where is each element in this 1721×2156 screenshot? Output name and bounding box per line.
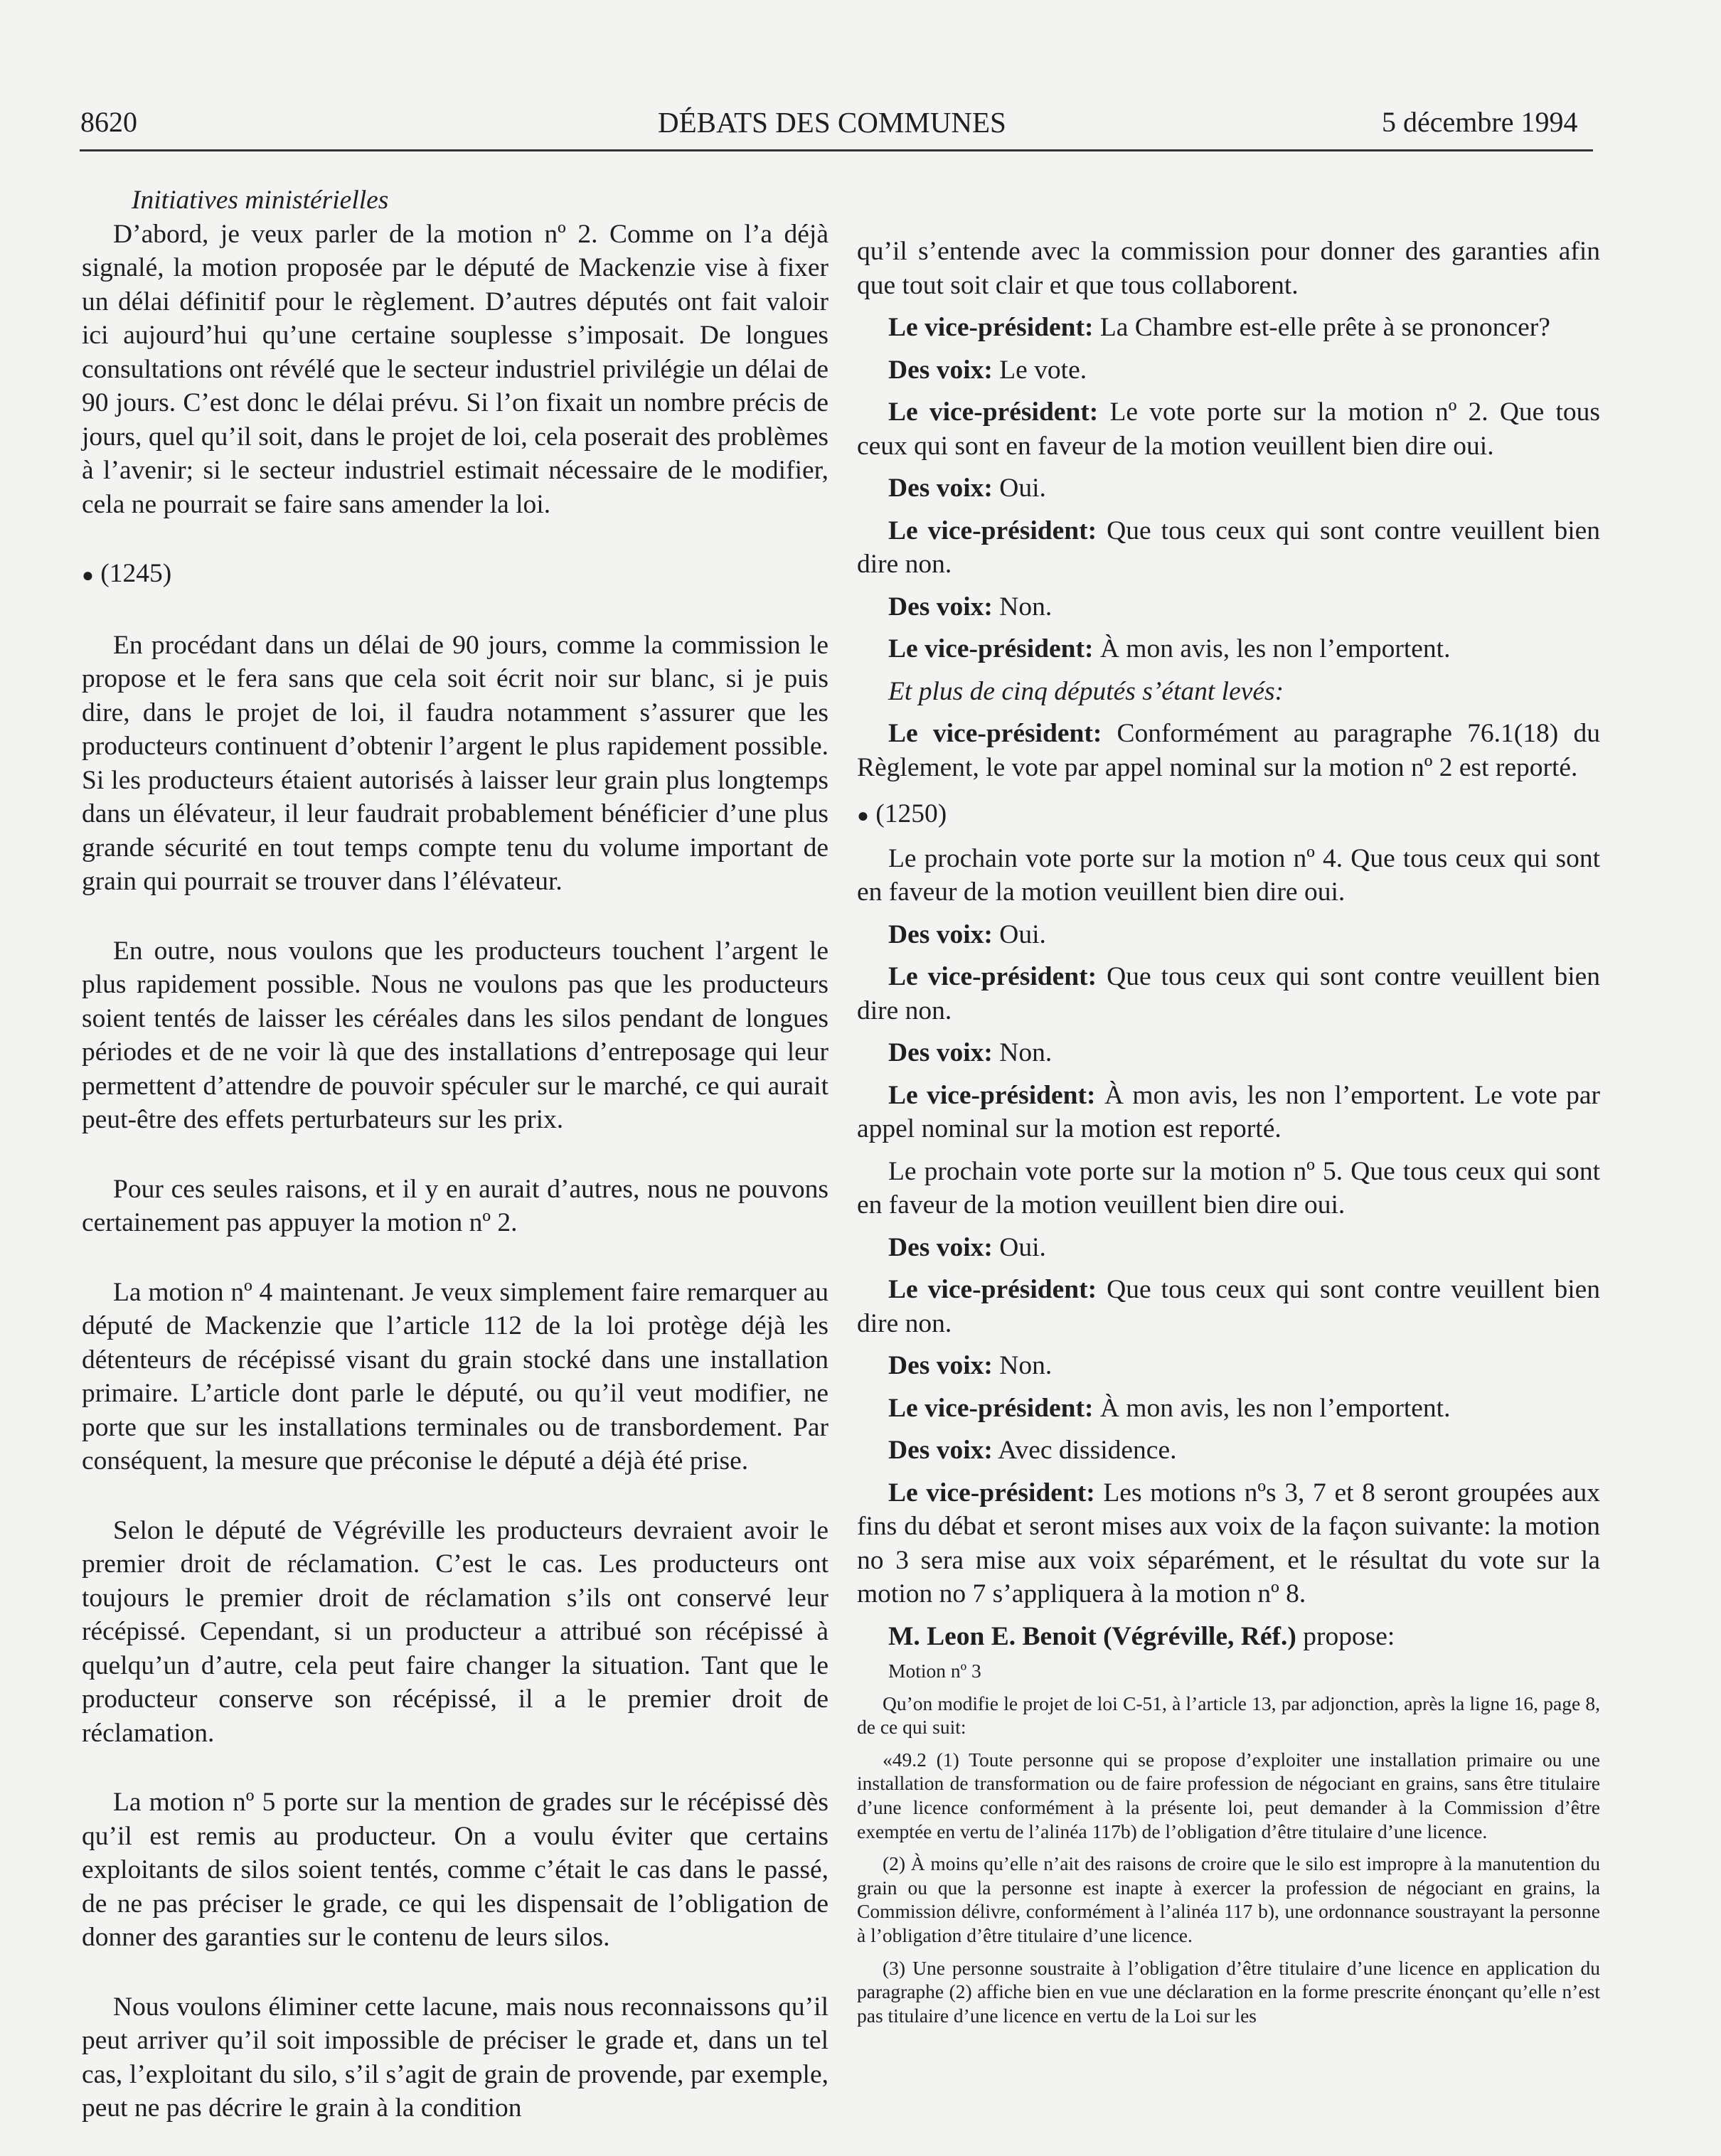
time-marker-label: (1245)	[100, 559, 172, 588]
page-title: DÉBATS DES COMMUNES	[658, 106, 1006, 139]
time-marker	[857, 797, 1600, 833]
speaker: Le vice-président:	[888, 1478, 1095, 1507]
speech	[857, 1079, 1600, 1146]
paragraph: En procédant dans un délai de 90 jours, comme la commission le propose et le fera sans que cela soit écrit noir sur blanc, si je puis dire, dans le projet de loi, il faudra notamment s’assurer que les producteurs continuent d’obtenir l’argent le plus rapidement possible. Si les producteurs étaient autorisés à laisser leur grain plus longtemps dans un élévateur, il leur faudrait probablement bénéficier d’une plus grande sécurité en tout temps compte tenu du volume important de grain qui pourrait se trouver dans l’élévateur.	[82, 630, 828, 896]
paragraph: La motion nº 4 maintenant. Je veux simplement faire remarquer au député de Mackenzie que l’article 112 de la loi protège déjà les détenteurs de récépissé visant du grain stocké dans une installation primaire. L’article dont parle le député, ou qu’il veut modifier, ne porte que sur les installations terminales ou de transbordement. Par conséquent, la mesure que préconise le député a déjà été prise.	[82, 1277, 828, 1475]
speech	[857, 514, 1600, 582]
speaker: Des voix:	[888, 1038, 993, 1067]
speaker: Le vice-président:	[888, 397, 1099, 427]
time-marker	[82, 557, 828, 593]
motion-text: (2) À moins qu’elle n’ait des raisons de croire que le silo est impropre à la manutention du grain ou que la personne est inapte à exercer la profession de négociant en grains, la Commission délivre, conformément à l’alinéa 117 b), une ordonnance soustrayant la personne à l’obligation d’être titulaire d’une licence.	[857, 1852, 1600, 1946]
speech	[857, 960, 1600, 1028]
speech	[857, 918, 1600, 952]
page-number: 8620	[80, 106, 137, 138]
speech	[857, 471, 1600, 506]
speech-text: Le vote.	[999, 355, 1087, 385]
header-rule	[80, 149, 1593, 151]
speech-text: Oui.	[999, 919, 1046, 949]
speech-text: À mon avis, les non l’emportent. Le vote par appel nominal sur la motion est reporté.	[857, 1080, 1601, 1143]
speech	[857, 1476, 1600, 1611]
speech-text: Oui.	[999, 474, 1046, 503]
page-date: 5 décembre 1994	[1382, 106, 1578, 138]
speaker: Le vice-président:	[888, 1080, 1096, 1110]
speech	[857, 590, 1600, 624]
speaker: Des voix:	[888, 1351, 993, 1380]
speaker: Des voix:	[888, 1232, 993, 1262]
speech	[857, 1434, 1600, 1468]
paragraph: Nous voulons éliminer cette lacune, mais nous reconnaissons qu’il peut arriver qu’il soit impossible de préciser le grade et, dans un tel cas, l’exploitant du silo, s’il s’agit de grain de provende, par exemple, peut ne pas décrire le grain à la condition	[82, 1992, 828, 2123]
speaker: Des voix:	[888, 355, 993, 385]
speech-text: Non.	[999, 1038, 1053, 1067]
speech-text: La Chambre est-elle prête à se prononcer?	[1099, 313, 1550, 342]
left-column	[82, 183, 828, 2125]
section-title: Initiatives ministérielles	[132, 186, 389, 215]
speaker: Le vice-président:	[888, 962, 1097, 991]
speech-text: Avec dissidence.	[998, 1436, 1177, 1465]
bullet-icon: ●	[82, 565, 94, 587]
speech-text: À mon avis, les non l’emportent.	[1099, 1393, 1451, 1423]
speech-text: Que tous ceux qui sont contre veuillent bien dire non.	[857, 516, 1601, 579]
paragraph: Le prochain vote porte sur la motion nº 4. Que tous ceux qui sont en faveur de la motion veuillent bien dire oui.	[857, 843, 1600, 907]
paragraph: Selon le député de Végréville les producteurs devraient avoir le premier droit de réclamation. C’est le cas. Les producteurs ont toujours le premier droit de réclamation s’ils ont conservé leur récépissé. Cependant, si un producteur a attribué son récépissé à quelqu’un d’autre, cela peut faire changer la situation. Tant que le producteur conserve son récépissé, il a le premier droit de réclamation.	[82, 1515, 828, 1748]
right-column	[857, 235, 1600, 2027]
motion-label: Motion nº 3	[888, 1660, 981, 1682]
speech-text: Non.	[999, 592, 1053, 621]
speech	[857, 1231, 1600, 1265]
speaker: Le vice-président:	[888, 313, 1094, 342]
paragraph: Le prochain vote porte sur la motion nº 5. Que tous ceux qui sont en faveur de la motion veuillent bien dire oui.	[857, 1156, 1600, 1220]
mover-name: M. Leon E. Benoit (Végréville, Réf.)	[888, 1621, 1296, 1651]
speech	[857, 717, 1600, 784]
speaker: Le vice-président:	[888, 516, 1097, 545]
speech	[857, 353, 1600, 388]
motion-text: Qu’on modifie le projet de loi C-51, à l’article 13, par adjonction, après la ligne 16, page 8, de ce qui suit:	[857, 1692, 1600, 1739]
speaker: Le vice-président:	[888, 719, 1102, 748]
motion-text: (3) Une personne soustraite à l’obligation d’être titulaire d’une licence en application du paragraphe (2) affiche bien en vue une déclaration en la forme prescrite énonçant qu’elle n’est pas titulaire d’une licence en vertu de la Loi sur les	[857, 1956, 1600, 2027]
speech	[857, 1392, 1600, 1426]
speaker: Des voix:	[888, 592, 993, 621]
speaker: Des voix:	[888, 919, 993, 949]
speaker: Des voix:	[888, 474, 993, 503]
speech-text: Les motions nºs 3, 7 et 8 seront groupées aux fins du débat et seront mises aux voix de la façon suivante: la motion no 3 sera mise aux voix séparément, et le résultat du vote sur la motion no 7 s’appliquera à la motion nº 8.	[857, 1478, 1601, 1608]
speech-text: Non.	[999, 1351, 1053, 1380]
speaker: Des voix:	[888, 1436, 993, 1465]
speaker: Le vice-président:	[888, 1275, 1097, 1304]
mover-verb: propose:	[1303, 1621, 1395, 1651]
speech	[857, 311, 1600, 345]
speech	[857, 395, 1600, 463]
speaker: Le vice-président:	[888, 634, 1094, 663]
speech	[857, 1273, 1600, 1340]
paragraph: La motion nº 5 porte sur la mention de grades sur le récépissé dès qu’il est remis au producteur. On a voulu éviter que certains exploitants de silos soient tentés, comme c’était le cas dans le passé, de ne pas préciser le grade, ce qui les dispensait de l’obligation de donner des garanties sur le contenu de leurs silos.	[82, 1788, 828, 1952]
paragraph: Pour ces seules raisons, et il y en aurait d’autres, nous ne pouvons certainement pas appuyer la motion nº 2.	[82, 1174, 828, 1237]
speech-text: Conformément au paragraphe 76.1(18) du Règlement, le vote par appel nominal sur la motion nº 2 est reporté.	[857, 719, 1600, 782]
paragraph: qu’il s’entende avec la commission pour donner des garanties afin que tout soit clair et que tous collaborent.	[857, 237, 1600, 300]
speech	[857, 632, 1600, 666]
stage-direction: Et plus de cinq députés s’étant levés:	[888, 676, 1284, 706]
motion-text: «49.2 (1) Toute personne qui se propose d’exploiter une installation primaire ou une installation de transformation ou de faire profession de négociant en grains, sans être titulaire d’une licence conformément à la présente loi, peut demander à la Commission d’être exemptée en vertu de l’alinéa 117b) de l’obligation d’être titulaire d’une licence.	[857, 1748, 1600, 1842]
bullet-icon: ●	[857, 805, 869, 827]
speech-text: Que tous ceux qui sont contre veuillent bien dire non.	[857, 1275, 1601, 1338]
speaker: Le vice-président:	[888, 1393, 1094, 1423]
speech-text: À mon avis, les non l’emportent.	[1099, 634, 1451, 663]
paragraph: D’abord, je veux parler de la motion nº 2. Comme on l’a déjà signalé, la motion proposée par le député de Mackenzie vise à fixer un délai définitif pour le règlement. D’autres députés ont fait valoir ici aujourd’hui qu’une certaine souplesse s’imposait. De longues consultations ont révélé que le secteur industriel privilégie un délai de 90 jours. C’est donc le délai prévu. Si l’on fixait un nombre précis de jours, quel qu’il soit, dans le projet de loi, cela poserait des problèmes à l’avenir; si le secteur industriel estimait nécessaire de le modifier, cela ne pourrait se faire sans amender la loi.	[82, 219, 828, 519]
speech-text: Oui.	[999, 1232, 1046, 1262]
speech	[857, 1036, 1600, 1070]
speech	[857, 1349, 1600, 1383]
paragraph: En outre, nous voulons que les producteurs touchent l’argent le plus rapidement possible. Nous ne voulons pas que les producteurs soient tentés de laisser les céréales dans les silos pendant de longues périodes et de ne voir là que des installations d’entreposage qui leur permettent d’attendre de pouvoir spéculer sur le marché, ce qui aurait peut-être des effets perturbateurs sur les prix.	[82, 936, 828, 1134]
speech-text: Que tous ceux qui sont contre veuillent bien dire non.	[857, 962, 1601, 1025]
speech-text: Le vote porte sur la motion nº 2. Que tous ceux qui sont en faveur de la motion veuillent bien dire oui.	[857, 397, 1601, 461]
time-marker-label: (1250)	[875, 799, 947, 828]
mover-line	[857, 1620, 1600, 1654]
